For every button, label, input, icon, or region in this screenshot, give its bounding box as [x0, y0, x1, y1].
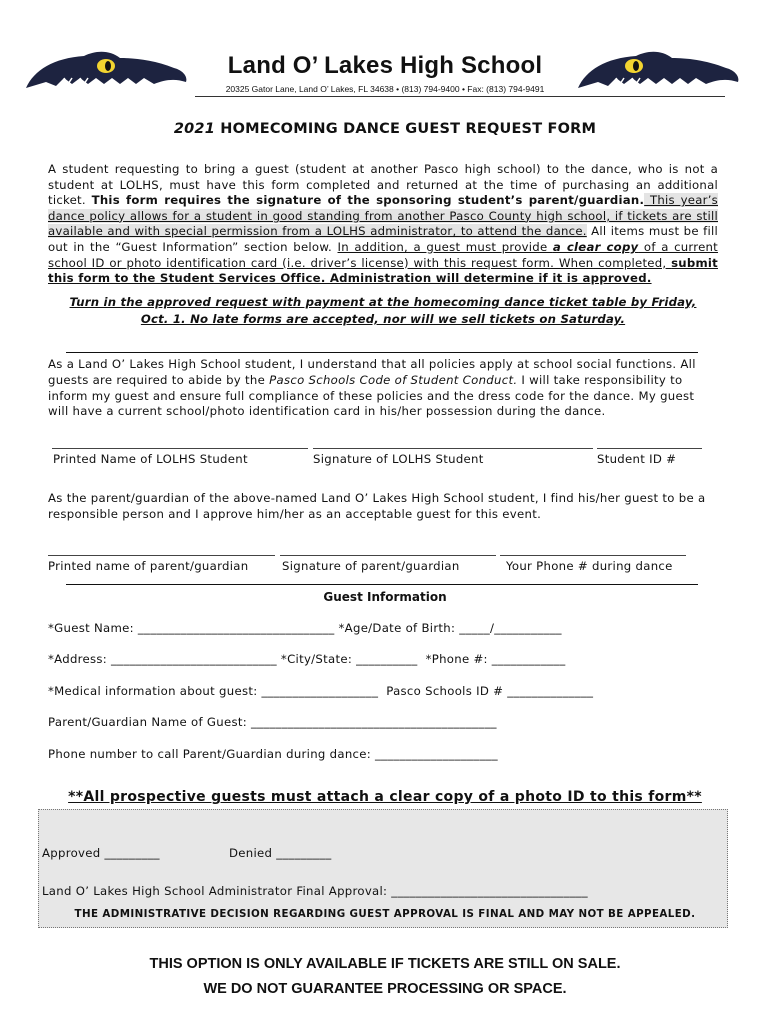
form-title-text: HOMECOMING DANCE GUEST REQUEST FORM: [215, 121, 597, 137]
intro-submit-instruction: submit this form to the Student Services Office. Administration will determine if it is approved.: [48, 255, 718, 286]
parent-signature-label: Signature of parent/guardian: [282, 559, 460, 573]
student-signature-label: Signature of LOLHS Student: [313, 452, 484, 466]
intro-id-requirement: In addition, a guest must provide: [337, 239, 553, 254]
printed-name-label: Printed Name of LOLHS Student: [53, 452, 248, 466]
footer-line-1: THIS OPTION IS ONLY AVAILABLE IF TICKETS ARE STILL ON SALE.: [149, 956, 621, 972]
intro-policy: This year’s dance policy allows for a student in good standing from another Pasco County high school, if tickets are still available and with special permission from a LOLHS administrator, to attend the dance.: [48, 193, 718, 239]
guest-parent-phone-field[interactable]: Phone number to call Parent/Guardian during dance: ____________________: [48, 747, 498, 761]
approved-field[interactable]: Approved _________: [42, 846, 160, 860]
student-id-line[interactable]: [597, 448, 702, 449]
final-approval-field[interactable]: Land O’ Lakes High School Administrator Final Approval: ________________________________: [42, 884, 588, 898]
intro-signature-requirement: This form requires the signature of the sponsoring student’s parent/guardian.: [91, 193, 645, 208]
parent-phone-label: Your Phone # during dance: [506, 559, 673, 573]
guest-info-title: Guest Information: [323, 590, 447, 604]
student-id-label: Student ID #: [597, 452, 677, 466]
turn-in-notice: [48, 294, 718, 328]
intro-id-requirement-cont: of a current school ID or photo identification card (i.e. driver’s license) with this request form. When completed,: [48, 239, 719, 270]
parent-statement: As the parent/guardian of the above-named Land O’ Lakes High School student, I find his/her guest to be a responsible person and I approve him/her as an acceptable guest for this event.: [48, 491, 706, 521]
guest-address-field[interactable]: *Address: ___________________________ *City/State: __________ *Phone #: ____________: [48, 652, 566, 666]
student-statement-text: As a Land O’ Lakes High School student, I understand that all policies apply at school social functions. All guests are required to abide by the: [48, 357, 696, 387]
intro-text: A student requesting to bring a guest (student at another Pasco high school) to the dance, who is not a student at LOLHS, must have this form completed and returned at the time of purchasing an additional ticket.: [48, 162, 718, 208]
guest-name-field[interactable]: *Guest Name: ________________________________ *Age/Date of Birth: _____/___________: [48, 621, 562, 635]
school-name: Land O’ Lakes High School: [227, 52, 543, 79]
guest-medical-field[interactable]: *Medical information about guest: ___________________ Pasco Schools ID # ______________: [48, 684, 594, 698]
decision-final-note: THE ADMINISTRATIVE DECISION REGARDING GUEST APPROVAL IS FINAL AND MAY NOT BE APPEALED.: [74, 908, 696, 920]
gator-mascot-icon: [24, 48, 190, 94]
school-address: 20325 Gator Lane, Land O’ Lakes, FL 34638 • (813) 794-9400 • Fax: (813) 794-9491: [225, 84, 545, 94]
form-title: [0, 121, 770, 137]
parent-printed-name-label: Printed name of parent/guardian: [48, 559, 249, 573]
parent-printed-name-line[interactable]: [48, 555, 275, 556]
denied-field[interactable]: Denied _________: [229, 846, 332, 860]
header-divider: [195, 96, 725, 97]
gator-mascot-icon: [576, 48, 742, 94]
turn-in-line-1: Turn in the approved request with payment at the homecoming dance ticket table by Friday,: [69, 295, 697, 309]
intro-paragraph: [48, 162, 718, 287]
turn-in-line-2: Oct. 1. No late forms are accepted, nor will we sell tickets on Saturday.: [140, 312, 626, 326]
code-of-conduct: Pasco Schools Code of Student Conduct.: [269, 372, 518, 387]
guest-divider: [66, 584, 698, 585]
guest-parent-name-field[interactable]: Parent/Guardian Name of Guest: ________________________________________: [48, 715, 497, 729]
student-signature-line[interactable]: [313, 448, 593, 449]
parent-signature-line[interactable]: [280, 555, 496, 556]
footer-line-2: WE DO NOT GUARANTEE PROCESSING OR SPACE.: [203, 981, 567, 997]
section-divider: [66, 352, 698, 353]
printed-name-line[interactable]: [52, 448, 308, 449]
student-statement-text-2: I will take responsibility to inform my guest and ensure full compliance of these policies and the dress code for the dance. My guest will have a current school/photo identification card in his/her possession during the dance.: [48, 372, 695, 419]
intro-clear-copy: a clear copy: [552, 239, 639, 254]
intro-items: All items must be fill out in the “Guest Information” section below.: [48, 224, 718, 254]
parent-phone-line[interactable]: [500, 555, 686, 556]
student-statement: [48, 357, 718, 420]
photo-id-notice: **All prospective guests must attach a clear copy of a photo ID to this form**: [68, 789, 702, 805]
form-title-year: 2021: [173, 121, 215, 137]
